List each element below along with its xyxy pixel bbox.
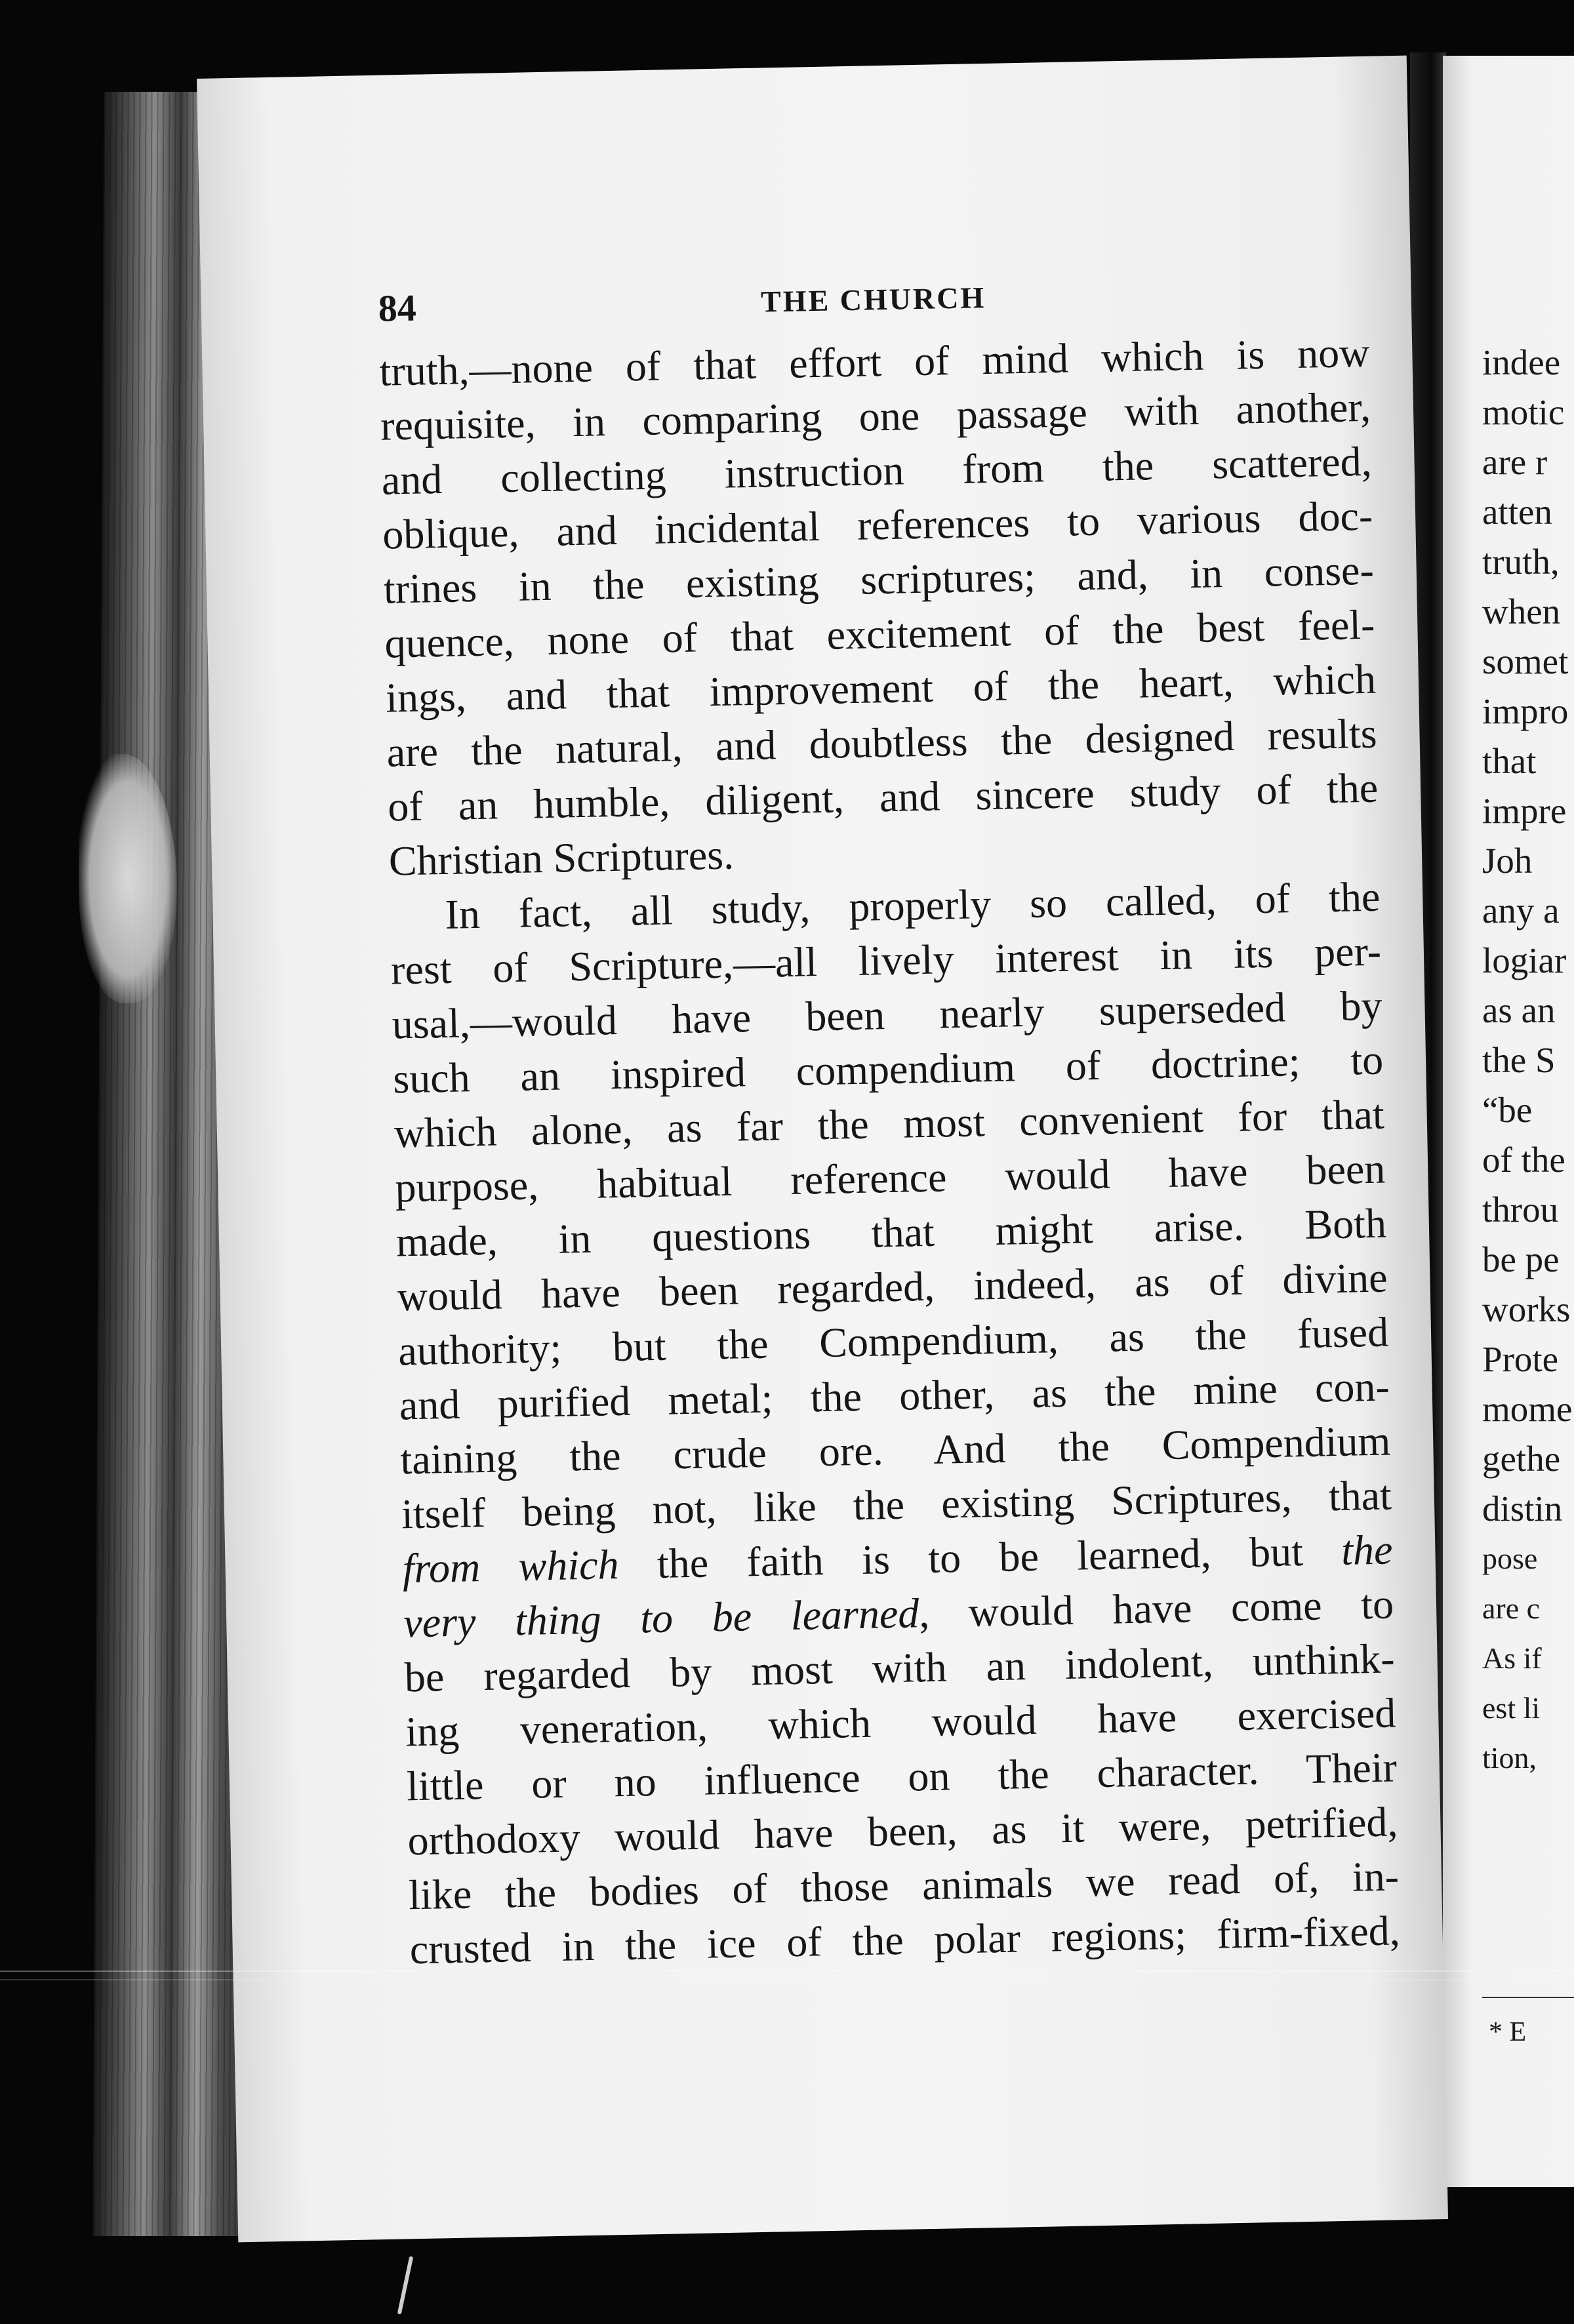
text-line: trines in the existing scriptures; and, in conse-	[383, 546, 1375, 612]
right-page-line: any a	[1482, 891, 1560, 931]
text-span: the faith is to be learned, but	[618, 1527, 1342, 1588]
right-page-line: Joh	[1482, 841, 1533, 881]
right-page-line: “be	[1482, 1090, 1533, 1130]
text-span: , would have come to	[918, 1580, 1394, 1637]
right-page-line: somet	[1482, 641, 1569, 681]
right-page-line: works	[1482, 1289, 1571, 1329]
right-page-line: as an	[1482, 990, 1556, 1030]
right-page-line: are r	[1482, 442, 1548, 482]
left-page-text-block	[378, 253, 1401, 1977]
text-line: In fact, all study, properly so called, of the	[444, 873, 1381, 938]
italic-text-span: the	[1341, 1526, 1394, 1574]
right-page-line: throu	[1482, 1190, 1559, 1230]
text-line: rest of Scripture,—all lively interest in its per-	[390, 927, 1382, 993]
right-page-footnote: * E	[1489, 2017, 1527, 2047]
right-page-line: Prote	[1482, 1339, 1559, 1379]
text-line: orthodoxy would have been, as it were, petrified,	[407, 1798, 1399, 1864]
right-page-line: pose	[1482, 1542, 1538, 1575]
text-line: ing veneration, which would have exercised	[405, 1689, 1396, 1755]
right-page-line: that	[1482, 741, 1537, 781]
right-page-line: when	[1482, 591, 1561, 631]
text-line: Christian Scriptures.	[388, 831, 735, 885]
text-line: oblique, and incidental references to various doc-	[382, 492, 1373, 558]
right-page-line: est li	[1482, 1691, 1541, 1725]
footnote-rule	[1482, 1997, 1574, 1998]
right-page-line: indee	[1482, 342, 1561, 382]
right-page-line: mome	[1482, 1389, 1573, 1429]
italic-text-span: very thing to be learned	[403, 1590, 919, 1647]
page-number: 84	[378, 286, 417, 330]
text-line: authority; but the Compendium, as the fused	[397, 1308, 1389, 1374]
right-page-line: truth,	[1482, 542, 1560, 582]
text-line: usal,—would have been nearly superseded by	[392, 982, 1383, 1048]
text-line: such an inspired compendium of doctrine; to	[392, 1036, 1384, 1102]
right-page-line: motic	[1482, 392, 1565, 432]
right-page-line: be pe	[1482, 1239, 1560, 1279]
right-page-fragment	[1443, 56, 1574, 2187]
text-line: which alone, as far the most convenient for that	[394, 1091, 1385, 1157]
text-line: and purified metal; the other, as the mine con-	[399, 1363, 1390, 1429]
text-line: are the natural, and doubtless the designed results	[386, 710, 1378, 776]
text-line: quence, none of that excitement of the best feel-	[384, 601, 1375, 667]
right-page-text	[1482, 338, 1572, 1783]
text-line: truth,—none of that effort of mind which is now	[378, 329, 1371, 395]
scan-artifact-line	[0, 1979, 1574, 1980]
right-page-line: the S	[1482, 1040, 1556, 1080]
text-line: ings, and that improvement of the heart, which	[385, 655, 1377, 721]
text-line: made, in questions that might arise. Both	[395, 1199, 1387, 1266]
right-page-line: logiar	[1482, 940, 1567, 980]
body-text	[379, 325, 1401, 1977]
right-page-line: As if	[1482, 1641, 1542, 1675]
right-page-line: distin	[1482, 1489, 1563, 1529]
text-line: requisite, in comparing one passage with another,	[380, 383, 1371, 449]
right-page-line: are c	[1482, 1592, 1541, 1625]
right-page-line: gethe	[1482, 1439, 1561, 1479]
text-line: like the bodies of those animals we read of, in-	[408, 1853, 1400, 1919]
right-page-line: impre	[1482, 791, 1567, 831]
running-head: THE CHURCH	[760, 280, 986, 319]
right-page-line: tion,	[1482, 1741, 1537, 1774]
left-page	[197, 56, 1448, 2243]
stray-fiber-mark	[397, 2256, 414, 2314]
right-page-line: atten	[1482, 492, 1552, 532]
text-line: purpose, habitual reference would have been	[394, 1145, 1386, 1211]
text-line: be regarded by most with an indolent, unthink-	[404, 1635, 1396, 1701]
text-line: would have been regarded, indeed, as of divine	[397, 1254, 1388, 1320]
text-line: crusted in the ice of the polar regions; firm-fixed,	[409, 1907, 1401, 1973]
text-line: and collecting instruction from the scattered,	[381, 437, 1373, 504]
italic-text-span: from which	[401, 1541, 620, 1592]
scan-artifact-line	[0, 1971, 1574, 1972]
text-line: little or no influence on the character. Their	[406, 1744, 1398, 1810]
text-line: of an humble, diligent, and sincere study of the	[387, 764, 1379, 830]
right-page-line: impro	[1482, 691, 1569, 731]
text-line: itself being not, like the existing Scriptures, that	[401, 1472, 1392, 1538]
text-line: taining the crude ore. And the Compendium	[399, 1417, 1391, 1483]
right-page-line: of the	[1482, 1140, 1565, 1180]
